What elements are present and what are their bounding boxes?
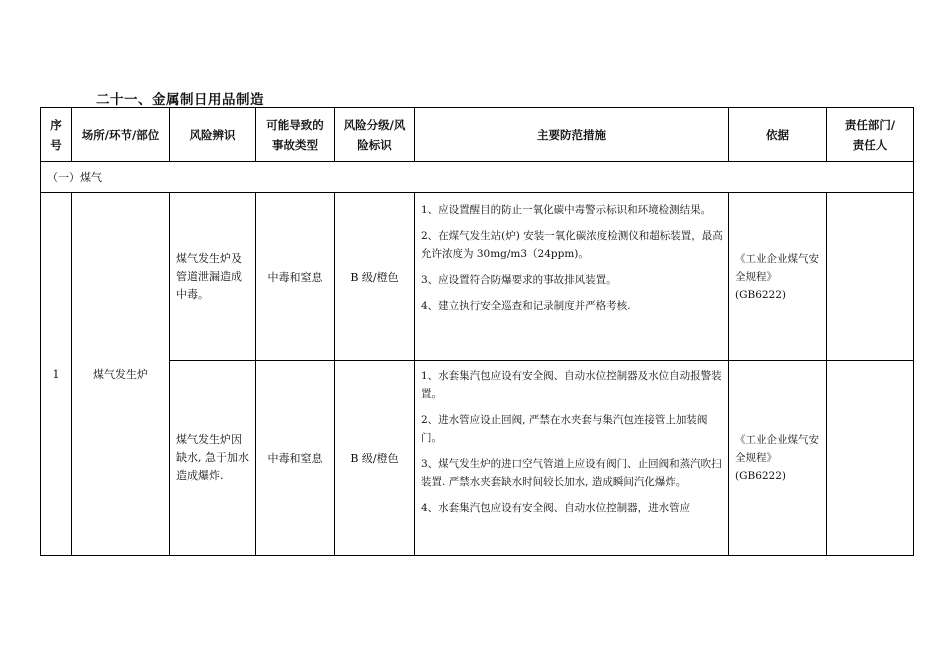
measure-item: 2、在煤气发生站(炉) 安装一氧化碳浓度检测仪和超标装置，最高允许浓度为 30mg/m3（24ppm)。: [421, 230, 723, 260]
section-label: （一）煤气: [41, 162, 914, 193]
basis-cell: 《工业企业煤气安全规程》 (GB6222): [729, 361, 827, 556]
measure-item: 2、进水管应设止回阀, 严禁在水夹套与集汽包连接管上加装阀门。: [421, 414, 708, 444]
header-no: 序 号: [41, 108, 72, 162]
header-row: [41, 108, 914, 162]
header-place: 场所/环节/部位: [72, 108, 170, 162]
level-cell: B 级/橙色: [335, 361, 415, 556]
accident-cell: 中毒和窒息: [256, 361, 335, 556]
responsible-cell: [827, 193, 914, 361]
measure-item: 3、煤气发生炉的进口空气管道上应设有阀门、止回阀和蒸汽吹扫装置. 严禁水夹套缺水时间较长加水, 造成瞬间汽化爆炸。: [421, 458, 722, 488]
risk-table: [40, 107, 914, 556]
measure-item: 4、水套集汽包应设有安全阀、自动水位控制器，进水管应: [421, 502, 691, 514]
header-accident: 可能导致的 事故类型: [256, 108, 335, 162]
accident-cell: 中毒和窒息: [256, 193, 335, 361]
measure-item: 3、应设置符合防爆要求的事故排风装置。: [421, 274, 617, 286]
level-cell: B 级/橙色: [335, 193, 415, 361]
measure-item: 1、水套集汽包应设有安全阀、自动水位控制器及水位自动报警装置。: [421, 370, 722, 400]
measure-item: 4、建立执行安全巡查和记录制度并严格考核.: [421, 300, 631, 312]
risk-cell: 煤气发生炉因缺水, 急于加水造成爆炸.: [170, 361, 256, 556]
table-row: [41, 361, 914, 556]
header-risk: 风险辨识: [170, 108, 256, 162]
risk-cell: 煤气发生炉及管道泄漏造成中毒。: [170, 193, 256, 361]
responsible-cell: [827, 361, 914, 556]
measure-item: 1、应设置醒目的防止一氧化碳中毒警示标识和环境检测结果。: [421, 204, 712, 216]
place-cell: 煤气发生炉: [72, 193, 170, 556]
header-measures: 主要防范措施: [415, 108, 729, 162]
document-title: 二十一、金属制日用品制造: [96, 92, 264, 108]
header-basis: 依据: [729, 108, 827, 162]
measures-cell: [415, 193, 729, 361]
section-row: [41, 162, 914, 193]
measures-cell: [415, 361, 729, 556]
row-number: 1: [41, 193, 72, 556]
header-responsible: 责任部门/ 责任人: [827, 108, 914, 162]
table-row: [41, 193, 914, 361]
header-level: 风险分级/风 险标识: [335, 108, 415, 162]
basis-cell: 《工业企业煤气安全规程》(GB6222): [729, 193, 827, 361]
